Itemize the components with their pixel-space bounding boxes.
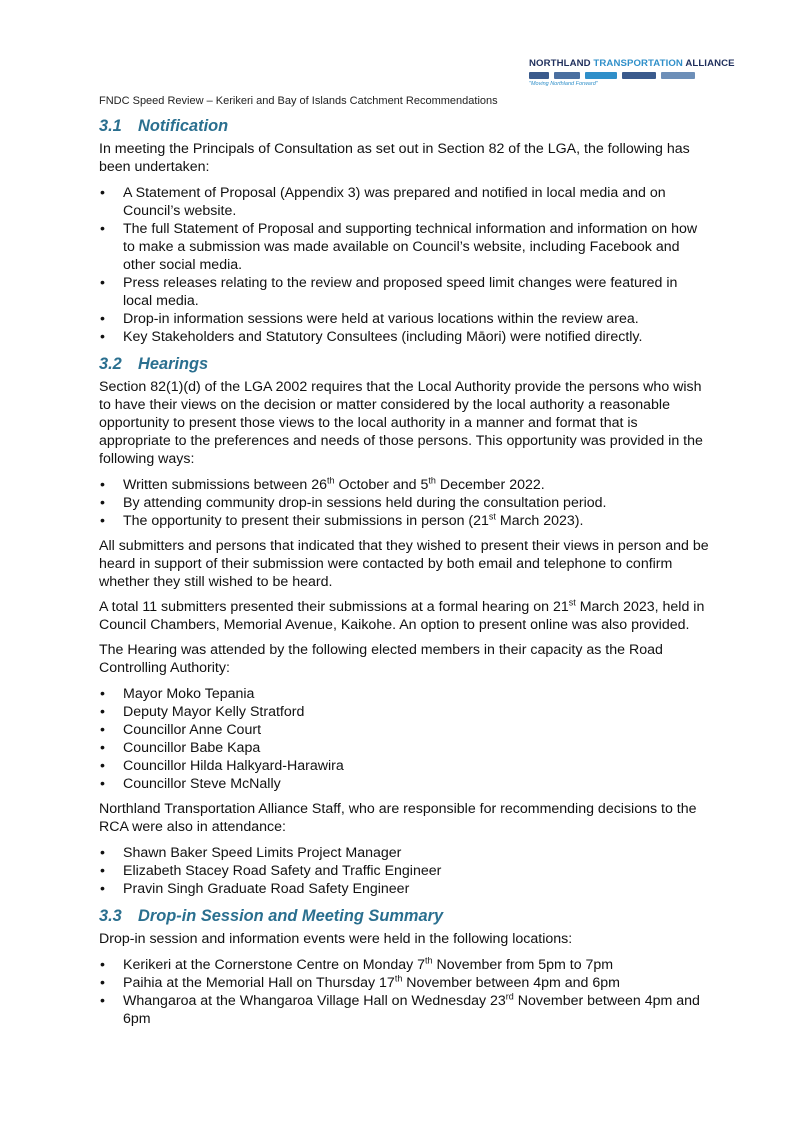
list-item: • Drop-in information sessions were held at various locations within the review area. bbox=[99, 310, 709, 328]
section-number: 3.1 bbox=[99, 117, 122, 135]
list-item: • Key Stakeholders and Statutory Consultees (including Māori) were notified directly. bbox=[99, 328, 709, 346]
notification-list bbox=[99, 184, 709, 346]
list-item: • A Statement of Proposal (Appendix 3) was prepared and notified in local media and on Council’s website. bbox=[99, 184, 709, 220]
list-item: • Councillor Anne Court bbox=[99, 721, 709, 739]
paragraph: The Hearing was attended by the following elected members in their capacity as the Road Controlling Authority: bbox=[99, 642, 663, 676]
partner-logo bbox=[554, 72, 580, 79]
list-item: • Whangaroa at the Whangaroa Village Hall on Wednesday 23rd November between 4pm and 6pm bbox=[99, 992, 709, 1028]
members-list bbox=[99, 685, 709, 793]
list-item: • The opportunity to present their submissions in person (21st March 2023). bbox=[99, 512, 709, 530]
partner-logo bbox=[529, 72, 549, 79]
paragraph: Northland Transportation Alliance Staff, who are responsible for recommending decisions to the RCA were also in attendance: bbox=[99, 801, 697, 835]
partner-logo bbox=[622, 72, 656, 79]
logo-title bbox=[529, 58, 735, 69]
list-item: • The full Statement of Proposal and supporting technical information and information on how to make a submission was made available on Council’s website, including Facebook and other social media. bbox=[99, 220, 709, 274]
paragraph: All submitters and persons that indicated that they wished to present their views in person and be heard in support of their submission were contacted by both email and telephone to confirm whether they still wished to be heard. bbox=[99, 538, 709, 590]
document-body bbox=[99, 116, 709, 1028]
list-item: • Shawn Baker Speed Limits Project Manager bbox=[99, 844, 709, 862]
paragraph: Section 82(1)(d) of the LGA 2002 requires that the Local Authority provide the persons who wish to have their views on the decision or matter considered by the local authority a reasonable opportunity to present those views to the local authority in a manner and format that is appropriate to the preferences and needs of those persons. This opportunity was provided in the following ways: bbox=[99, 379, 703, 467]
section-number: 3.2 bbox=[99, 355, 122, 373]
list-item: • Councillor Steve McNally bbox=[99, 775, 709, 793]
list-item: • Councillor Hilda Halkyard-Harawira bbox=[99, 757, 709, 775]
list-item: • Kerikeri at the Cornerstone Centre on Monday 7th November from 5pm to 7pm bbox=[99, 956, 709, 974]
paragraph: Drop-in session and information events were held in the following locations: bbox=[99, 931, 573, 947]
logo-tagline: "Moving Northland Forward" bbox=[529, 81, 598, 87]
locations-list bbox=[99, 956, 709, 1028]
list-item: • Written submissions between 26th October and 5th December 2022. bbox=[99, 476, 709, 494]
hearing-ways-list bbox=[99, 476, 709, 530]
logo-title-accent: TRANSPORTATION bbox=[593, 58, 686, 69]
document-header: FNDC Speed Review – Kerikeri and Bay of Islands Catchment Recommendations bbox=[99, 95, 498, 107]
section-title: Hearings bbox=[138, 355, 209, 373]
list-item: • By attending community drop-in sessions held during the consultation period. bbox=[99, 494, 709, 512]
list-item: • Pravin Singh Graduate Road Safety Engineer bbox=[99, 880, 709, 898]
logo-title-main: NORTHLAND bbox=[529, 58, 594, 69]
section-number: 3.3 bbox=[99, 907, 122, 925]
list-item: • Elizabeth Stacey Road Safety and Traffic Engineer bbox=[99, 862, 709, 880]
list-item: • Paihia at the Memorial Hall on Thursday 17th November between 4pm and 6pm bbox=[99, 974, 709, 992]
paragraph: A total 11 submitters presented their submissions at a formal hearing on 21st March 2023, held in Council Chambers, Memorial Avenue, Kaikohe. An option to present online was also provided. bbox=[99, 597, 705, 633]
list-item: • Mayor Moko Tepania bbox=[99, 685, 709, 703]
section-heading-drop-in bbox=[99, 906, 709, 930]
section-title: Drop-in Session and Meeting Summary bbox=[138, 907, 444, 925]
section-heading-notification bbox=[99, 116, 709, 140]
partner-logo bbox=[661, 72, 695, 79]
partner-logo bbox=[585, 72, 617, 79]
northland-transportation-alliance-logo bbox=[529, 58, 735, 94]
staff-list bbox=[99, 844, 709, 898]
logo-title-end: ALLIANCE bbox=[685, 58, 735, 69]
list-item: • Deputy Mayor Kelly Stratford bbox=[99, 703, 709, 721]
paragraph: In meeting the Principals of Consultation as set out in Section 82 of the LGA, the following has been undertaken: bbox=[99, 141, 690, 175]
section-heading-hearings bbox=[99, 354, 709, 378]
section-title: Notification bbox=[138, 117, 229, 135]
list-item: • Press releases relating to the review and proposed speed limit changes were featured in local media. bbox=[99, 274, 709, 310]
list-item: • Councillor Babe Kapa bbox=[99, 739, 709, 757]
partner-logos bbox=[529, 72, 701, 79]
